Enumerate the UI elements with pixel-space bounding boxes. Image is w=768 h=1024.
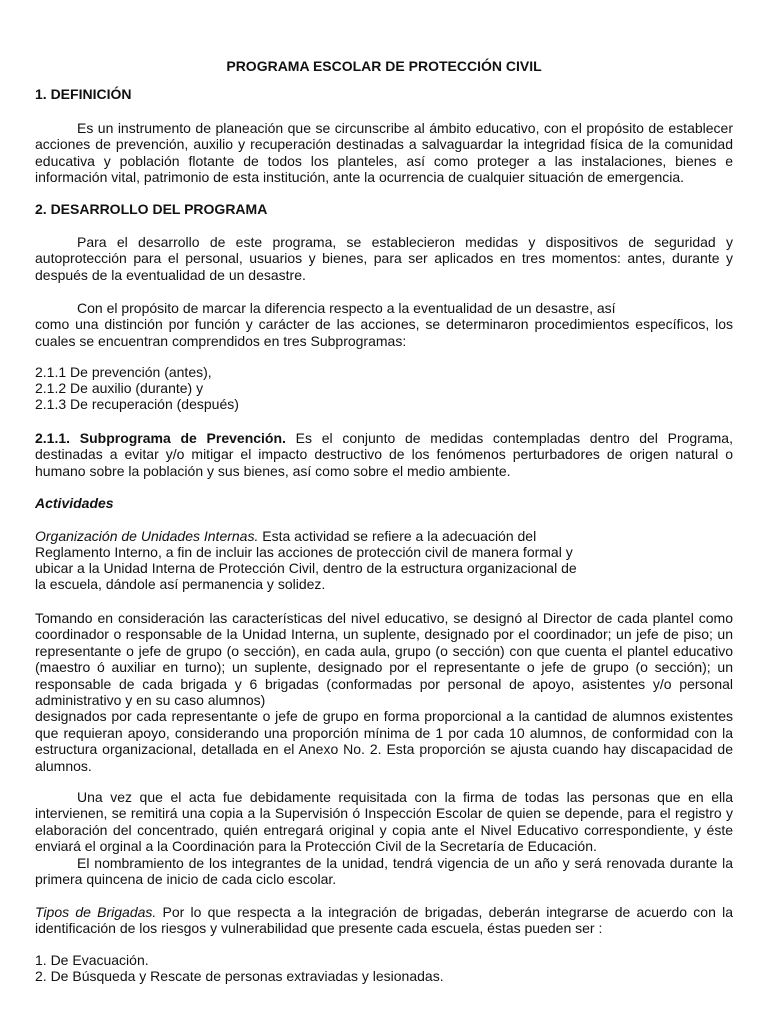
act-paragraph-wrap bbox=[35, 789, 733, 887]
act-paragraph: Una vez que el acta fue debidamente requisitada con la firma de todas las personas que en ella intervienen, se remitirá una copia a la Supervisión ó Inspección Escolar de quien se depende, para el registro y elaboración del concentrado, quién entregará original y copia ante el Nivel Educativo correspondiente, y éste enviará el orginal a la Coordinación para la Protección Civil de la Secretaría de Educación. bbox=[35, 789, 733, 855]
document-title: PROGRAMA ESCOLAR DE PROTECCIÓN CIVIL bbox=[226, 58, 542, 74]
subprogram-prevention-text: Es el conjunto de medidas contempladas dentro del Programa, destinadas a evitar y/o mitigar el impacto destructivo de los fenómenos perturbadores de origen natural o humano sobre la población y sus bienes, así como sobre el medio ambiente. bbox=[35, 430, 733, 479]
internal-units-label: Organización de Unidades Internas. bbox=[35, 528, 259, 544]
subprogram-prevention-paragraph bbox=[35, 430, 733, 479]
internal-units-paragraph bbox=[35, 528, 733, 592]
section-1-heading: 1. DEFINICIÓN bbox=[35, 86, 132, 102]
activities-heading-wrap bbox=[35, 495, 733, 511]
section-2-paragraph-2 bbox=[35, 300, 733, 349]
brigade-types-text: Por lo que respecta a la integración de brigadas, deberán integrarse de acuerdo con la identificación de los riesgos y vulnerabilidad que presente cada escuela, éstas pueden ser : bbox=[35, 904, 733, 937]
designation-paragraph-b: designados por cada representante o jefe de grupo en forma proporcional a la cantidad de alumnos existentes que requieran apoyo, considerando una proporción mínima de 1 por cada 10 alumnos, de conformidad con la estructura organizacional, detallada en el Anexo No. 2. Esta proporción se ajusta cuando hay discapacidad de alumnos. bbox=[35, 708, 733, 774]
internal-units-text: Esta actividad se refiere a la adecuación del bbox=[258, 528, 537, 544]
designation-paragraph-a-wrap bbox=[35, 610, 733, 774]
brigades-list bbox=[35, 952, 733, 984]
subprograms-list bbox=[35, 364, 733, 412]
section-1-paragraph: Es un instrumento de planeación que se circunscribe al ámbito educativo, con el propósito de establecer acciones de prevención, auxilio y recuperación destinadas a salvaguardar la integridad física de la comunidad educativa y población flotante de todos los planteles, así como proteger a las instalaciones, bienes e información vital, patrimonio de esta institución, ante la ocurrencia de cualquier situación de emergencia. bbox=[35, 120, 733, 186]
internal-units-line: la escuela, dándole así permanencia y solidez. bbox=[35, 576, 326, 592]
section-2-paragraph-1: Para el desarrollo de este programa, se establecieron medidas y dispositivos de seguridad y autoprotección para el personal, usuarios y bienes, para ser aplicados en tres momentos: antes, durante y después de la eventualidad de un desastre. bbox=[35, 234, 733, 283]
subprograms-list-item: 2.1.1 De prevención (antes), bbox=[35, 364, 212, 380]
brigades-list-item: 2. De Búsqueda y Rescate de personas extraviadas y lesionadas. bbox=[35, 968, 444, 984]
section-2-heading: 2. DESARROLLO DEL PROGRAMA bbox=[35, 201, 268, 217]
brigade-types-label: Tipos de Brigadas. bbox=[35, 904, 157, 920]
section-2-paragraph-2-rest: como una distinción por función y carácter de las acciones, se determinaron procedimientos específicos, los cuales se encuentran comprendidos en tres Subprogramas: bbox=[35, 316, 733, 349]
subprograms-list-item: 2.1.2 De auxilio (durante) y bbox=[35, 380, 204, 396]
appointment-paragraph: El nombramiento de los integrantes de la unidad, tendrá vigencia de un año y será renovada durante la primera quincena de inicio de cada ciclo escolar. bbox=[35, 854, 733, 888]
designation-paragraph-a: Tomando en consideración las características del nivel educativo, se designó al Director de cada plantel como coordinador o responsable de la Unidad Interna, un suplente, designado por el coordinador; un jefe de piso; un representante o jefe de grupo (o sección), en cada aula, grupo (o sección) con que cuenta el plantel educativo (maestro ó auxiliar en turno); un suplente, designado por el representante o jefe de grupo (o sección); un responsable de cada brigada y 6 brigadas (conformadas por personal de apoyo, asistentes y/o personal administrativo y en su caso alumnos) bbox=[35, 610, 733, 709]
activities-heading: Actividades bbox=[35, 495, 114, 511]
section-1-paragraph-wrap bbox=[35, 120, 733, 186]
internal-units-line: ubicar a la Unidad Interna de Protección Civil, dentro de la estructura organizacional de bbox=[35, 560, 577, 576]
brigade-types-paragraph bbox=[35, 904, 733, 937]
section-2-paragraph-1-wrap bbox=[35, 234, 733, 283]
section-2-paragraph-2-first-line: Con el propósito de marcar la diferencia respecto a la eventualidad de un desastre, así bbox=[77, 300, 616, 316]
subprograms-list-item: 2.1.3 De recuperación (después) bbox=[35, 396, 239, 412]
brigades-list-item: 1. De Evacuación. bbox=[35, 952, 149, 968]
document-title-wrap bbox=[35, 52, 733, 74]
internal-units-line bbox=[35, 528, 733, 544]
internal-units-line: Reglamento Interno, a fin de incluir las acciones de protección civil de manera formal y bbox=[35, 544, 573, 560]
subprogram-prevention-label: 2.1.1. Subprograma de Prevención. bbox=[35, 430, 286, 446]
